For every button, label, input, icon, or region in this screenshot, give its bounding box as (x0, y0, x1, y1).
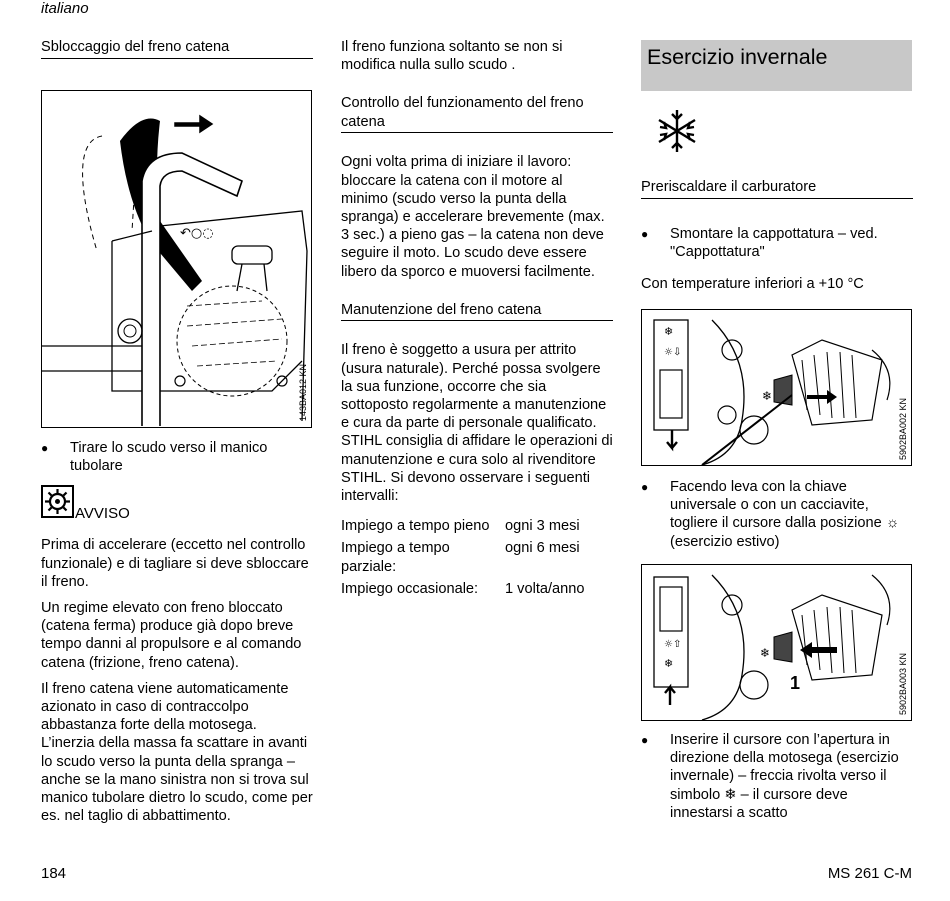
interval-value: ogni 6 mesi (505, 540, 580, 557)
table-row (341, 539, 613, 575)
figure-code: 5902BA003 KN (898, 652, 908, 715)
interval-label: Impiego a tempo pieno (341, 518, 490, 535)
carburetor-illustration (642, 310, 911, 465)
table-row (341, 517, 613, 535)
section-heading: Manutenzione del freno catena (341, 301, 613, 322)
svg-text:↶○◌: ↶○◌ (180, 226, 214, 241)
interval-value: ogni 3 mesi (505, 518, 580, 535)
col3-body-mid (641, 478, 913, 551)
figure-code: 143BA012 KN (298, 363, 308, 421)
col1-heading-block (41, 38, 313, 59)
banner-title: Esercizio invernale (647, 45, 828, 69)
svg-text:❄: ❄ (664, 657, 674, 670)
chainsaw-illustration (42, 91, 311, 427)
interval-value: 1 volta/anno (505, 580, 585, 597)
notice-block (41, 485, 313, 529)
paragraph: Il freno catena viene automaticamente azionato in caso di contraccolpo abbastanza forte della motosega. L’inerzia della massa fa scattare in avanti lo scudo verso la punta della spranga – anche se la mano sinistra non si trova sul manico tubolare dietro lo scudo, come per es. nel taglio di abbattimento. (41, 680, 313, 825)
paragraph: Il freno funziona soltanto se non si modifica nulla sullo scudo . (341, 39, 563, 74)
page-number: 184 (41, 865, 67, 882)
model-label: MS 261 C-M (827, 865, 912, 882)
section-banner (641, 40, 912, 91)
svg-text:☼⇩: ☼⇩ (664, 347, 682, 358)
paragraph: Ogni volta prima di iniziare il lavoro: bloccare la catena con il motore al minimo (scudo verso la punta della spranga) e accelerare brevemente (max. 3 sec.) a pieno gas – la catena non deve seguire il moto. Lo scudo deve essere libero da sporco e muoversi facilmente. (341, 154, 605, 280)
subheading: Con temperature inferiori a +10 °C (641, 275, 864, 292)
callout-number: 1 (790, 673, 801, 693)
language-label: italiano (41, 0, 89, 17)
instruction-bullet: ● Inserire il cursore con l’apertura in direzione della motosega (esercizio invernale) – freccia rivolta verso il simbolo ❄ – il cursore deve innestarsi a scatto (641, 731, 913, 822)
col3-body-bottom (641, 731, 913, 822)
table-row (341, 580, 613, 598)
gear-notice-icon (41, 485, 74, 518)
carburetor-illustration (642, 565, 911, 720)
paragraph: Un regime elevato con freno bloccato (catena ferma) produce già dopo breve tempo danni al propulsore e al comando catena (frizione, freno catena). (41, 600, 302, 671)
instruction-bullet: ● Facendo leva con la chiave universale o con un cacciavite, togliere il cursore dalla posizione ☼ (esercizio estivo) (641, 478, 913, 551)
interval-label: Impiego occasionale: (341, 580, 479, 597)
paragraph: Prima di accelerare (eccetto nel controllo funzionale) e di tagliare si deve sbloccare il freno. (41, 537, 309, 590)
instruction-bullet: ● Tirare lo scudo verso il manico tubolare (41, 439, 313, 475)
section-heading: Sbloccaggio del freno catena (41, 38, 313, 59)
section-heading: Preriscaldare il carburatore (641, 178, 913, 199)
carburetor-figure-winter (641, 564, 912, 721)
interval-label: Impiego a tempo parziale: (341, 540, 450, 575)
notice-label: AVVISO (75, 505, 130, 523)
paragraph: Il freno è soggetto a usura per attrito (usura naturale). Perché possa svolgere la sua funzione, occorre che sia sottoposto regolarmente a manutenzione e cura da parte di personale qualificato. STIHL consiglia di affidare le operazioni di manutenzione e cura solo al rivenditore STIHL. Si devono osservare i seguenti intervalli: (341, 342, 613, 504)
col1-body (41, 439, 313, 825)
svg-text:☼⇧: ☼⇧ (664, 639, 682, 650)
svg-text:❄: ❄ (760, 646, 771, 660)
svg-text:❄: ❄ (664, 325, 674, 338)
carburetor-figure-summer (641, 309, 912, 466)
col3-body-top (641, 178, 913, 293)
chainsaw-brake-figure (41, 90, 312, 428)
col2-body (341, 38, 613, 598)
instruction-bullet: ● Smontare la cappottatura – ved. "Cappottatura" (641, 225, 913, 261)
snowflake-icon (655, 108, 699, 154)
figure-code: 5902BA002 KN (898, 397, 908, 460)
interval-table (341, 517, 613, 598)
svg-text:❄: ❄ (762, 389, 773, 403)
section-heading: Controllo del funzionamento del freno catena (341, 94, 613, 133)
